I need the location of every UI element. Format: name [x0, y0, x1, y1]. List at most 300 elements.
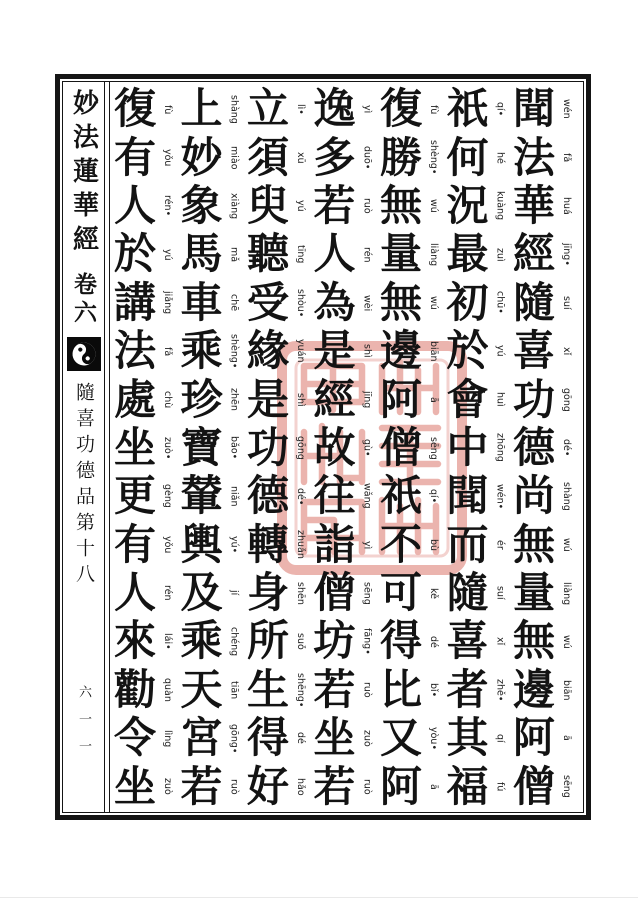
volume-label: 卷六 — [70, 272, 97, 328]
char-cell — [245, 569, 311, 617]
char-cell — [378, 182, 444, 230]
han-character: 福 — [446, 761, 489, 811]
char-cell — [445, 472, 511, 520]
char-cell — [511, 133, 577, 181]
han-character: 天 — [180, 664, 223, 714]
pinyin-annotation: niǎn — [228, 486, 240, 507]
pinyin-annotation: zuò• — [162, 436, 173, 460]
han-character: 坐 — [313, 713, 356, 763]
pinyin-annotation: yú• — [228, 536, 240, 554]
pinyin-annotation: lì• — [295, 103, 306, 115]
han-character: 轉 — [246, 519, 289, 569]
char-cell — [112, 714, 178, 762]
pinyin-annotation: sēng — [361, 581, 373, 605]
pinyin-annotation: dé• — [295, 487, 306, 506]
char-cell — [378, 133, 444, 181]
char-cell — [179, 521, 245, 569]
han-character: 受 — [246, 277, 289, 327]
char-cell — [445, 714, 511, 762]
pinyin-annotation: huá — [561, 197, 572, 215]
han-character: 為 — [313, 277, 356, 327]
han-character: 僧 — [379, 422, 422, 472]
han-character: 何 — [446, 132, 489, 182]
char-cell — [378, 327, 444, 375]
pinyin-annotation: rén — [361, 246, 373, 263]
char-cell — [445, 85, 511, 133]
han-character: 量 — [379, 229, 422, 279]
pinyin-annotation: shàng — [561, 481, 572, 511]
pinyin-annotation: duō• — [361, 145, 373, 170]
han-character: 初 — [446, 277, 489, 327]
pinyin-annotation: xǐ — [561, 347, 572, 356]
pinyin-annotation: yuán — [295, 339, 306, 363]
han-character: 令 — [113, 713, 156, 763]
han-character: 祇 — [446, 84, 489, 134]
han-character: 可 — [379, 568, 422, 618]
han-character: 是 — [246, 374, 289, 424]
pinyin-annotation: quàn — [162, 677, 173, 702]
pinyin-annotation: rén — [162, 585, 173, 601]
char-cell — [312, 182, 378, 230]
pinyin-annotation: wén — [561, 99, 572, 120]
pinyin-annotation: wú — [428, 199, 439, 213]
char-cell — [179, 424, 245, 472]
char-cell — [445, 617, 511, 665]
char-cell — [179, 472, 245, 520]
char-cell — [179, 569, 245, 617]
pinyin-annotation: shàng — [228, 94, 240, 124]
pinyin-annotation: ā — [561, 735, 572, 742]
char-cell — [378, 472, 444, 520]
han-character: 若 — [180, 761, 223, 811]
char-cell — [312, 617, 378, 665]
char-cell — [378, 424, 444, 472]
pinyin-annotation: jiǎng — [162, 291, 173, 315]
char-cell — [179, 375, 245, 423]
char-cell — [378, 666, 444, 714]
han-character: 坐 — [113, 422, 156, 472]
han-character: 者 — [446, 664, 489, 714]
text-column — [179, 85, 245, 812]
char-cell — [312, 375, 378, 423]
char-cell — [378, 85, 444, 133]
char-cell — [445, 569, 511, 617]
pinyin-annotation: kuàng — [494, 191, 506, 221]
pinyin-annotation: wèi — [361, 294, 373, 311]
han-character: 乘 — [180, 616, 223, 666]
han-character: 法 — [512, 132, 555, 182]
char-cell — [112, 762, 178, 810]
pinyin-annotation: hǎo — [295, 777, 306, 796]
han-character: 生 — [246, 664, 289, 714]
char-cell — [112, 666, 178, 714]
pinyin-annotation: xiàng — [228, 192, 240, 220]
han-character: 其 — [446, 713, 489, 763]
title-sidebar — [63, 82, 105, 812]
pinyin-annotation: gōng• — [228, 723, 240, 754]
pinyin-annotation: ruò — [228, 778, 240, 795]
pinyin-annotation: jīng — [361, 390, 373, 409]
pinyin-annotation: sēng — [561, 775, 572, 799]
char-cell — [445, 133, 511, 181]
char-cell — [445, 521, 511, 569]
char-cell — [112, 617, 178, 665]
pinyin-annotation: sēng — [428, 436, 439, 460]
han-character: 多 — [313, 132, 356, 182]
han-character: 於 — [446, 326, 489, 376]
han-character: 復 — [379, 84, 422, 134]
han-character: 往 — [313, 471, 356, 521]
han-character: 若 — [313, 761, 356, 811]
char-cell — [112, 133, 178, 181]
text-column — [511, 85, 577, 812]
char-cell — [445, 279, 511, 327]
char-cell — [511, 424, 577, 472]
han-character: 邊 — [379, 326, 422, 376]
han-character: 人 — [113, 568, 156, 618]
pinyin-annotation: yǒu — [162, 535, 173, 554]
scan-edge-shadow — [0, 897, 638, 898]
han-character: 無 — [512, 519, 555, 569]
char-cell — [179, 230, 245, 278]
pinyin-annotation: gōng — [561, 387, 572, 412]
pinyin-annotation: jīng• — [561, 242, 572, 266]
char-cell — [179, 666, 245, 714]
pinyin-annotation: huì — [494, 392, 506, 407]
inner-frame — [62, 81, 584, 813]
char-cell — [179, 327, 245, 375]
han-character: 輦 — [180, 471, 223, 521]
char-cell — [378, 279, 444, 327]
han-character: 況 — [446, 180, 489, 230]
char-cell — [312, 569, 378, 617]
pinyin-annotation: yì — [361, 105, 373, 114]
pinyin-annotation: zuò — [361, 729, 373, 747]
han-character: 於 — [113, 229, 156, 279]
han-character: 比 — [379, 664, 422, 714]
han-character: 有 — [113, 519, 156, 569]
han-character: 喜 — [512, 326, 555, 376]
char-cell — [511, 762, 577, 810]
han-character: 聽 — [246, 229, 289, 279]
han-character: 而 — [446, 519, 489, 569]
char-cell — [312, 521, 378, 569]
pinyin-annotation: suǒ — [295, 633, 306, 650]
char-cell — [511, 666, 577, 714]
chapter-title: 隨喜功德品第十八 — [73, 382, 95, 590]
pinyin-annotation: ér — [494, 539, 506, 550]
char-cell — [245, 472, 311, 520]
char-cell — [312, 424, 378, 472]
han-character: 阿 — [379, 374, 422, 424]
char-cell — [179, 182, 245, 230]
han-character: 阿 — [512, 713, 555, 763]
pinyin-annotation: hé — [494, 151, 506, 164]
char-cell — [511, 375, 577, 423]
pinyin-annotation: shì — [295, 392, 306, 407]
han-character: 立 — [246, 84, 289, 134]
pinyin-annotation: chē — [228, 294, 240, 312]
han-character: 祇 — [379, 471, 422, 521]
pinyin-annotation: shòu• — [295, 288, 306, 317]
han-character: 德 — [512, 422, 555, 472]
char-cell — [511, 714, 577, 762]
pinyin-annotation: dé — [428, 635, 439, 648]
char-cell — [112, 182, 178, 230]
pinyin-annotation: fù — [428, 104, 439, 114]
pinyin-annotation: wú — [561, 634, 572, 649]
char-cell — [312, 279, 378, 327]
char-cell — [112, 424, 178, 472]
han-character: 經 — [512, 229, 555, 279]
char-cell — [378, 762, 444, 810]
pinyin-annotation: shì — [361, 344, 373, 358]
pinyin-annotation: shèng• — [428, 140, 439, 175]
pinyin-annotation: qí — [494, 733, 506, 743]
pinyin-annotation: zhuǎn — [295, 530, 306, 560]
text-column — [245, 85, 311, 812]
pinyin-annotation: shèng• — [228, 333, 240, 369]
char-cell — [245, 617, 311, 665]
pinyin-annotation: yú — [295, 200, 306, 212]
han-character: 輿 — [180, 519, 223, 569]
han-character: 若 — [313, 180, 356, 230]
taiji-icon — [67, 337, 101, 371]
char-cell — [378, 617, 444, 665]
char-cell — [511, 327, 577, 375]
pinyin-annotation: wú — [428, 295, 439, 310]
char-cell — [511, 182, 577, 230]
han-character: 珍 — [180, 374, 223, 424]
char-cell — [179, 617, 245, 665]
pinyin-annotation: qí• — [494, 102, 506, 117]
char-cell — [112, 230, 178, 278]
han-character: 邊 — [512, 664, 555, 714]
han-character: 故 — [313, 422, 356, 472]
pinyin-annotation: miào — [228, 145, 240, 170]
han-character: 得 — [379, 616, 422, 666]
char-cell — [511, 472, 577, 520]
pinyin-annotation: fāng• — [361, 628, 373, 655]
page-frame — [55, 74, 591, 820]
han-character: 僧 — [313, 568, 356, 618]
char-cell — [312, 85, 378, 133]
han-character: 會 — [446, 374, 489, 424]
pinyin-annotation: zhōng — [494, 433, 506, 463]
han-character: 更 — [113, 471, 156, 521]
char-cell — [378, 375, 444, 423]
char-cell — [378, 521, 444, 569]
pinyin-annotation: dé• — [561, 439, 572, 457]
han-character: 中 — [446, 422, 489, 472]
han-character: 來 — [113, 616, 156, 666]
han-character: 人 — [313, 229, 356, 279]
han-character: 若 — [313, 664, 356, 714]
han-character: 講 — [113, 277, 156, 327]
char-cell — [245, 85, 311, 133]
han-character: 上 — [180, 84, 223, 134]
char-cell — [112, 85, 178, 133]
pinyin-annotation: qí• — [428, 489, 439, 504]
pinyin-annotation: lái• — [162, 633, 173, 650]
char-cell — [445, 375, 511, 423]
char-cell — [445, 327, 511, 375]
han-character: 得 — [246, 713, 289, 763]
han-character: 車 — [180, 277, 223, 327]
pinyin-annotation: ā — [428, 783, 439, 790]
pinyin-annotation: ruò — [361, 778, 373, 795]
han-character: 是 — [313, 326, 356, 376]
han-character: 臾 — [246, 180, 289, 230]
text-column — [445, 85, 511, 812]
char-cell — [245, 521, 311, 569]
char-cell — [445, 182, 511, 230]
char-cell — [245, 230, 311, 278]
han-character: 宮 — [180, 713, 223, 763]
char-cell — [511, 569, 577, 617]
han-character: 功 — [246, 422, 289, 472]
char-cell — [378, 230, 444, 278]
text-column — [112, 85, 178, 812]
han-character: 所 — [246, 616, 289, 666]
book-title: 妙法蓮華經 — [68, 89, 99, 259]
char-cell — [312, 230, 378, 278]
char-cell — [511, 279, 577, 327]
pinyin-annotation: yú — [162, 248, 173, 261]
char-cell — [112, 375, 178, 423]
han-character: 功 — [512, 374, 555, 424]
pinyin-annotation: suí — [561, 295, 572, 310]
pinyin-annotation: tīng — [295, 245, 306, 264]
han-character: 經 — [313, 374, 356, 424]
han-character: 勝 — [379, 132, 422, 182]
han-character: 逸 — [313, 84, 356, 134]
char-cell — [245, 375, 311, 423]
han-character: 又 — [379, 713, 422, 763]
han-character: 喜 — [446, 616, 489, 666]
pinyin-annotation: zuò — [162, 778, 173, 796]
han-character: 華 — [512, 180, 555, 230]
pinyin-annotation: zuì — [494, 247, 506, 262]
pinyin-annotation: yǒu — [162, 148, 173, 167]
pinyin-annotation: suí — [494, 586, 506, 600]
char-cell — [312, 714, 378, 762]
pinyin-annotation: gōng — [295, 435, 306, 460]
han-character: 有 — [113, 132, 156, 182]
pinyin-annotation: yú — [494, 345, 506, 357]
text-column — [312, 85, 378, 812]
pinyin-annotation: biān — [428, 340, 439, 362]
char-cell — [112, 521, 178, 569]
han-character: 及 — [180, 568, 223, 618]
pinyin-annotation: gèng — [162, 484, 173, 509]
pinyin-annotation: wú — [561, 537, 572, 552]
char-cell — [245, 714, 311, 762]
char-cell — [245, 279, 311, 327]
char-cell — [245, 133, 311, 181]
han-character: 詣 — [313, 519, 356, 569]
char-cell — [179, 85, 245, 133]
pinyin-annotation: biān — [561, 679, 572, 701]
pinyin-annotation: chū• — [494, 291, 506, 315]
pinyin-annotation: xū — [295, 151, 306, 164]
pinyin-annotation: gù• — [361, 439, 373, 457]
char-cell — [511, 521, 577, 569]
han-character: 人 — [113, 180, 156, 230]
char-cell — [245, 327, 311, 375]
han-character: 量 — [512, 568, 555, 618]
pinyin-annotation: zhě• — [494, 678, 506, 702]
han-character: 無 — [379, 277, 422, 327]
pinyin-annotation: bù — [428, 538, 439, 551]
char-cell — [312, 666, 378, 714]
han-character: 隨 — [512, 277, 555, 327]
pinyin-annotation: bǎo• — [228, 436, 240, 460]
pinyin-annotation: rén• — [162, 195, 173, 217]
pinyin-annotation: yòu• — [428, 726, 439, 750]
han-character: 馬 — [180, 229, 223, 279]
char-cell — [179, 279, 245, 327]
han-character: 尚 — [512, 471, 555, 521]
pinyin-annotation: fǎ — [162, 346, 173, 356]
han-character: 無 — [379, 180, 422, 230]
char-cell — [445, 230, 511, 278]
pinyin-annotation: yì — [361, 540, 373, 549]
pinyin-annotation: chù — [162, 390, 173, 409]
char-cell — [112, 472, 178, 520]
pinyin-annotation: chéng — [228, 626, 240, 657]
char-cell — [445, 424, 511, 472]
char-cell — [445, 762, 511, 810]
han-character: 不 — [379, 519, 422, 569]
han-character: 德 — [246, 471, 289, 521]
char-cell — [445, 666, 511, 714]
pinyin-annotation: ruò — [361, 682, 373, 698]
char-cell — [112, 569, 178, 617]
page-number: 六一一 — [76, 685, 91, 766]
sutra-text-area — [110, 82, 583, 812]
pinyin-annotation: xǐ — [494, 637, 506, 646]
text-column — [378, 85, 444, 812]
char-cell — [378, 714, 444, 762]
pinyin-annotation: liàng — [561, 581, 572, 605]
pinyin-annotation: shēn — [295, 581, 306, 605]
han-character: 緣 — [246, 326, 289, 376]
char-cell — [179, 762, 245, 810]
han-character: 最 — [446, 229, 489, 279]
char-cell — [245, 666, 311, 714]
han-character: 身 — [246, 568, 289, 618]
char-cell — [511, 617, 577, 665]
char-cell — [112, 327, 178, 375]
pinyin-annotation: shēng• — [295, 672, 306, 708]
pinyin-annotation: zhēn — [228, 388, 240, 411]
pinyin-annotation: fǎ — [561, 153, 572, 163]
han-character: 坐 — [113, 761, 156, 811]
pinyin-annotation: jí — [228, 590, 240, 596]
han-character: 妙 — [180, 132, 223, 182]
char-cell — [378, 569, 444, 617]
han-character: 坊 — [313, 616, 356, 666]
pinyin-annotation: mǎ — [228, 246, 240, 262]
han-character: 無 — [512, 616, 555, 666]
han-character: 處 — [113, 374, 156, 424]
pinyin-annotation: bǐ• — [428, 682, 439, 698]
char-cell — [312, 327, 378, 375]
han-character: 聞 — [446, 471, 489, 521]
han-character: 僧 — [512, 761, 555, 811]
pinyin-annotation: lìng — [162, 729, 173, 747]
